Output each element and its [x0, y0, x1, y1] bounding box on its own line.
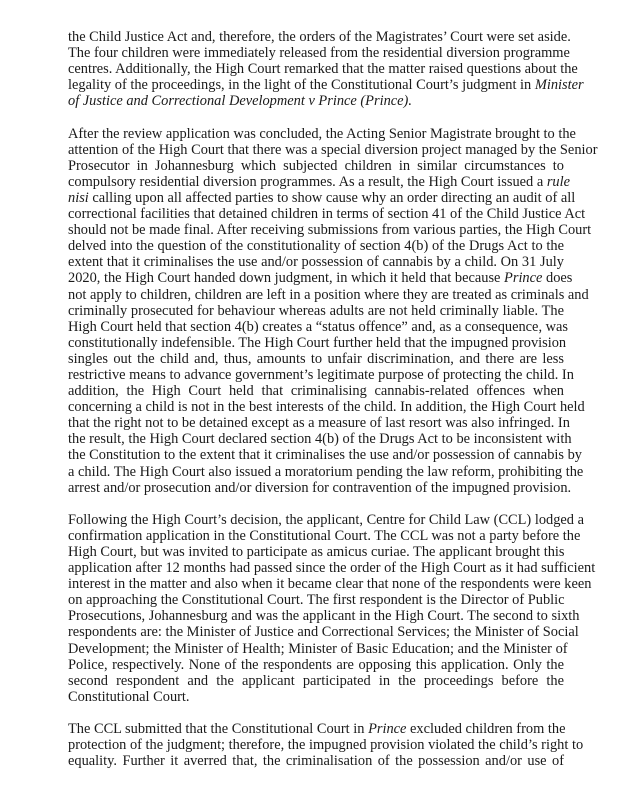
text-run: Police, respectively. None of the respondents are opposing this application. Only the [68, 656, 564, 673]
text-run: calling upon all affected parties to show cause why an order directing an audit of all [88, 189, 576, 206]
text-run: Development; the Minister of Health; Minister of Basic Education; and the Minister of [68, 640, 568, 657]
text-run: centres. Additionally, the High Court remarked that the matter raised questions about the [68, 61, 578, 78]
text-line [68, 689, 564, 705]
text-run: restrictive means to advance government’s legitimate purpose of protecting the child. In [68, 366, 574, 383]
italic-text: Prince [504, 270, 543, 287]
text-line [68, 415, 570, 432]
text-run: protection of the judgment; therefore, the impugned provision violated the child’s right to [68, 737, 584, 754]
paragraph [68, 29, 584, 110]
text-run: concerning a child is not in the best interests of the child. In addition, the High Court held [68, 399, 585, 416]
text-run: arrest and/or prosecution and/or diversion for contravention of the impugned provision. [68, 479, 572, 496]
text-run: respondents are: the Minister of Justice and Correctional Services; the Minister of Social [68, 624, 579, 641]
text-line [68, 673, 564, 689]
text-line [68, 608, 580, 625]
text-run: Prosecutions, Johannesburg and was the applicant in the High Court. The second to sixth [68, 608, 580, 625]
text-run: High Court, but was invited to participate as amicus curiae. The applicant brought this [68, 544, 565, 560]
text-run: not apply to children, children are left in a position where they are treated as criminals and [68, 286, 589, 303]
text-run: singles out the child and, thus, amounts to unfair discrimination, and there are less [68, 350, 564, 367]
paragraph [68, 721, 584, 770]
italic-text: rule [546, 173, 570, 190]
text-line [68, 463, 584, 480]
text-line [68, 270, 573, 287]
text-line [68, 45, 570, 62]
text-line [68, 399, 585, 416]
text-line [68, 93, 564, 109]
text-run: criminally prosecuted for behaviour whereas adults are not held criminally liable. The [68, 302, 564, 319]
text-line [68, 318, 569, 335]
document-page [68, 29, 598, 785]
text-run: confirmation application in the Constitutional Court. The CCL was not a party before the [68, 527, 581, 544]
text-run: a child. The High Court also issued a moratorium pending the law reform, prohibiting the [68, 463, 584, 480]
paragraph [68, 125, 598, 496]
text-line [68, 206, 586, 223]
text-run: second respondent and the applicant participated in the proceedings before the [68, 672, 564, 689]
text-run: Following the High Court’s decision, the applicant, Centre for Child Law (CCL) lodged a [68, 511, 584, 528]
text-run: legality of the proceedings, in the light of the Constitutional Court’s judgment in [68, 77, 535, 94]
text-run: should not be made final. After receiving submissions from various parties, the High Court [68, 222, 592, 239]
text-line [68, 173, 570, 190]
text-line [68, 737, 584, 754]
text-line [68, 61, 578, 78]
text-run: The four children were immediately released from the residential diversion programme [68, 45, 570, 62]
text-run: the Child Justice Act and, therefore, the orders of the Magistrates’ Court were set aside. [68, 29, 571, 45]
text-line [68, 141, 598, 158]
text-run: addition, the High Court held that criminalising cannabis-related offences when [68, 383, 564, 400]
text-run: the result, the High Court declared section 4(b) of the Drugs Act to be inconsistent with [68, 431, 572, 448]
text-line [68, 238, 564, 254]
text-line [68, 351, 564, 367]
text-line [68, 560, 596, 577]
text-line [68, 366, 574, 383]
text-run: that the right not to be detained except as a measure of last resort was also infringed. In [68, 415, 570, 432]
text-run: excluded children from the [406, 721, 566, 738]
text-line [68, 383, 564, 399]
text-line [68, 624, 579, 641]
italic-text: Prince [368, 721, 407, 738]
text-run: High Court held that section 4(b) creates a “status offence” and, as a consequence, was [68, 318, 569, 335]
text-line [68, 479, 572, 496]
text-line [68, 657, 564, 673]
paragraph [68, 511, 596, 705]
text-run: constitutionally indefensible. The High Court further held that the impugned provision [68, 334, 567, 351]
text-line [68, 431, 572, 448]
text-line [68, 303, 564, 319]
text-line [68, 447, 582, 464]
text-line [68, 334, 567, 351]
text-run: compulsory residential diversion programmes. As a result, the High Court issued a [68, 173, 547, 190]
text-line [68, 527, 581, 544]
text-line [68, 511, 584, 528]
text-run: Constitutional Court. [68, 688, 190, 705]
text-line [68, 576, 592, 593]
text-line [68, 158, 564, 174]
text-run: Prosecutor in Johannesburg which subjected children in similar circumstances to [68, 157, 564, 174]
text-line [68, 189, 576, 206]
italic-text: of Justice and Correctional Development v Prince (Prince). [68, 93, 412, 110]
text-line [68, 640, 568, 657]
text-line [68, 222, 592, 239]
text-line [68, 286, 589, 303]
text-run: 2020, the High Court handed down judgment, in which it held that because [68, 270, 505, 287]
text-line [68, 592, 564, 608]
text-line [68, 29, 571, 45]
text-line [68, 77, 584, 94]
text-line [68, 721, 564, 737]
text-run: does [542, 270, 573, 287]
text-run: application after 12 months had passed since the order of the High Court as it had sufficient [68, 560, 596, 577]
text-run: attention of the High Court that there was a special diversion project managed by the Senior [68, 141, 598, 158]
italic-text: nisi [68, 189, 89, 206]
text-line [68, 254, 564, 270]
text-run: extent that it criminalises the use and/or possession of cannabis by a child. On 31 July [68, 254, 564, 271]
text-run: After the review application was concluded, the Acting Senior Magistrate brought to the [68, 125, 576, 142]
text-run: the Constitution to the extent that it criminalises the use and/or possession of cannabis by [68, 447, 582, 464]
text-line [68, 125, 576, 142]
text-run: delved into the question of the constitutionality of section 4(b) of the Drugs Act to the [68, 238, 564, 255]
text-run: equality. Further it averred that, the criminalisation of the possession and/or use of [68, 753, 564, 770]
text-run: interest in the matter and also when it became clear that none of the respondents were keen [68, 576, 592, 593]
italic-text: Minister [534, 77, 584, 94]
text-run: correctional facilities that detained children in terms of section 41 of the Child Justice Act [68, 206, 586, 223]
text-run: on approaching the Constitutional Court. The first respondent is the Director of Public [68, 592, 565, 609]
text-line [68, 753, 564, 769]
text-line [68, 544, 564, 560]
text-run: The CCL submitted that the Constitutional Court in [68, 721, 369, 738]
